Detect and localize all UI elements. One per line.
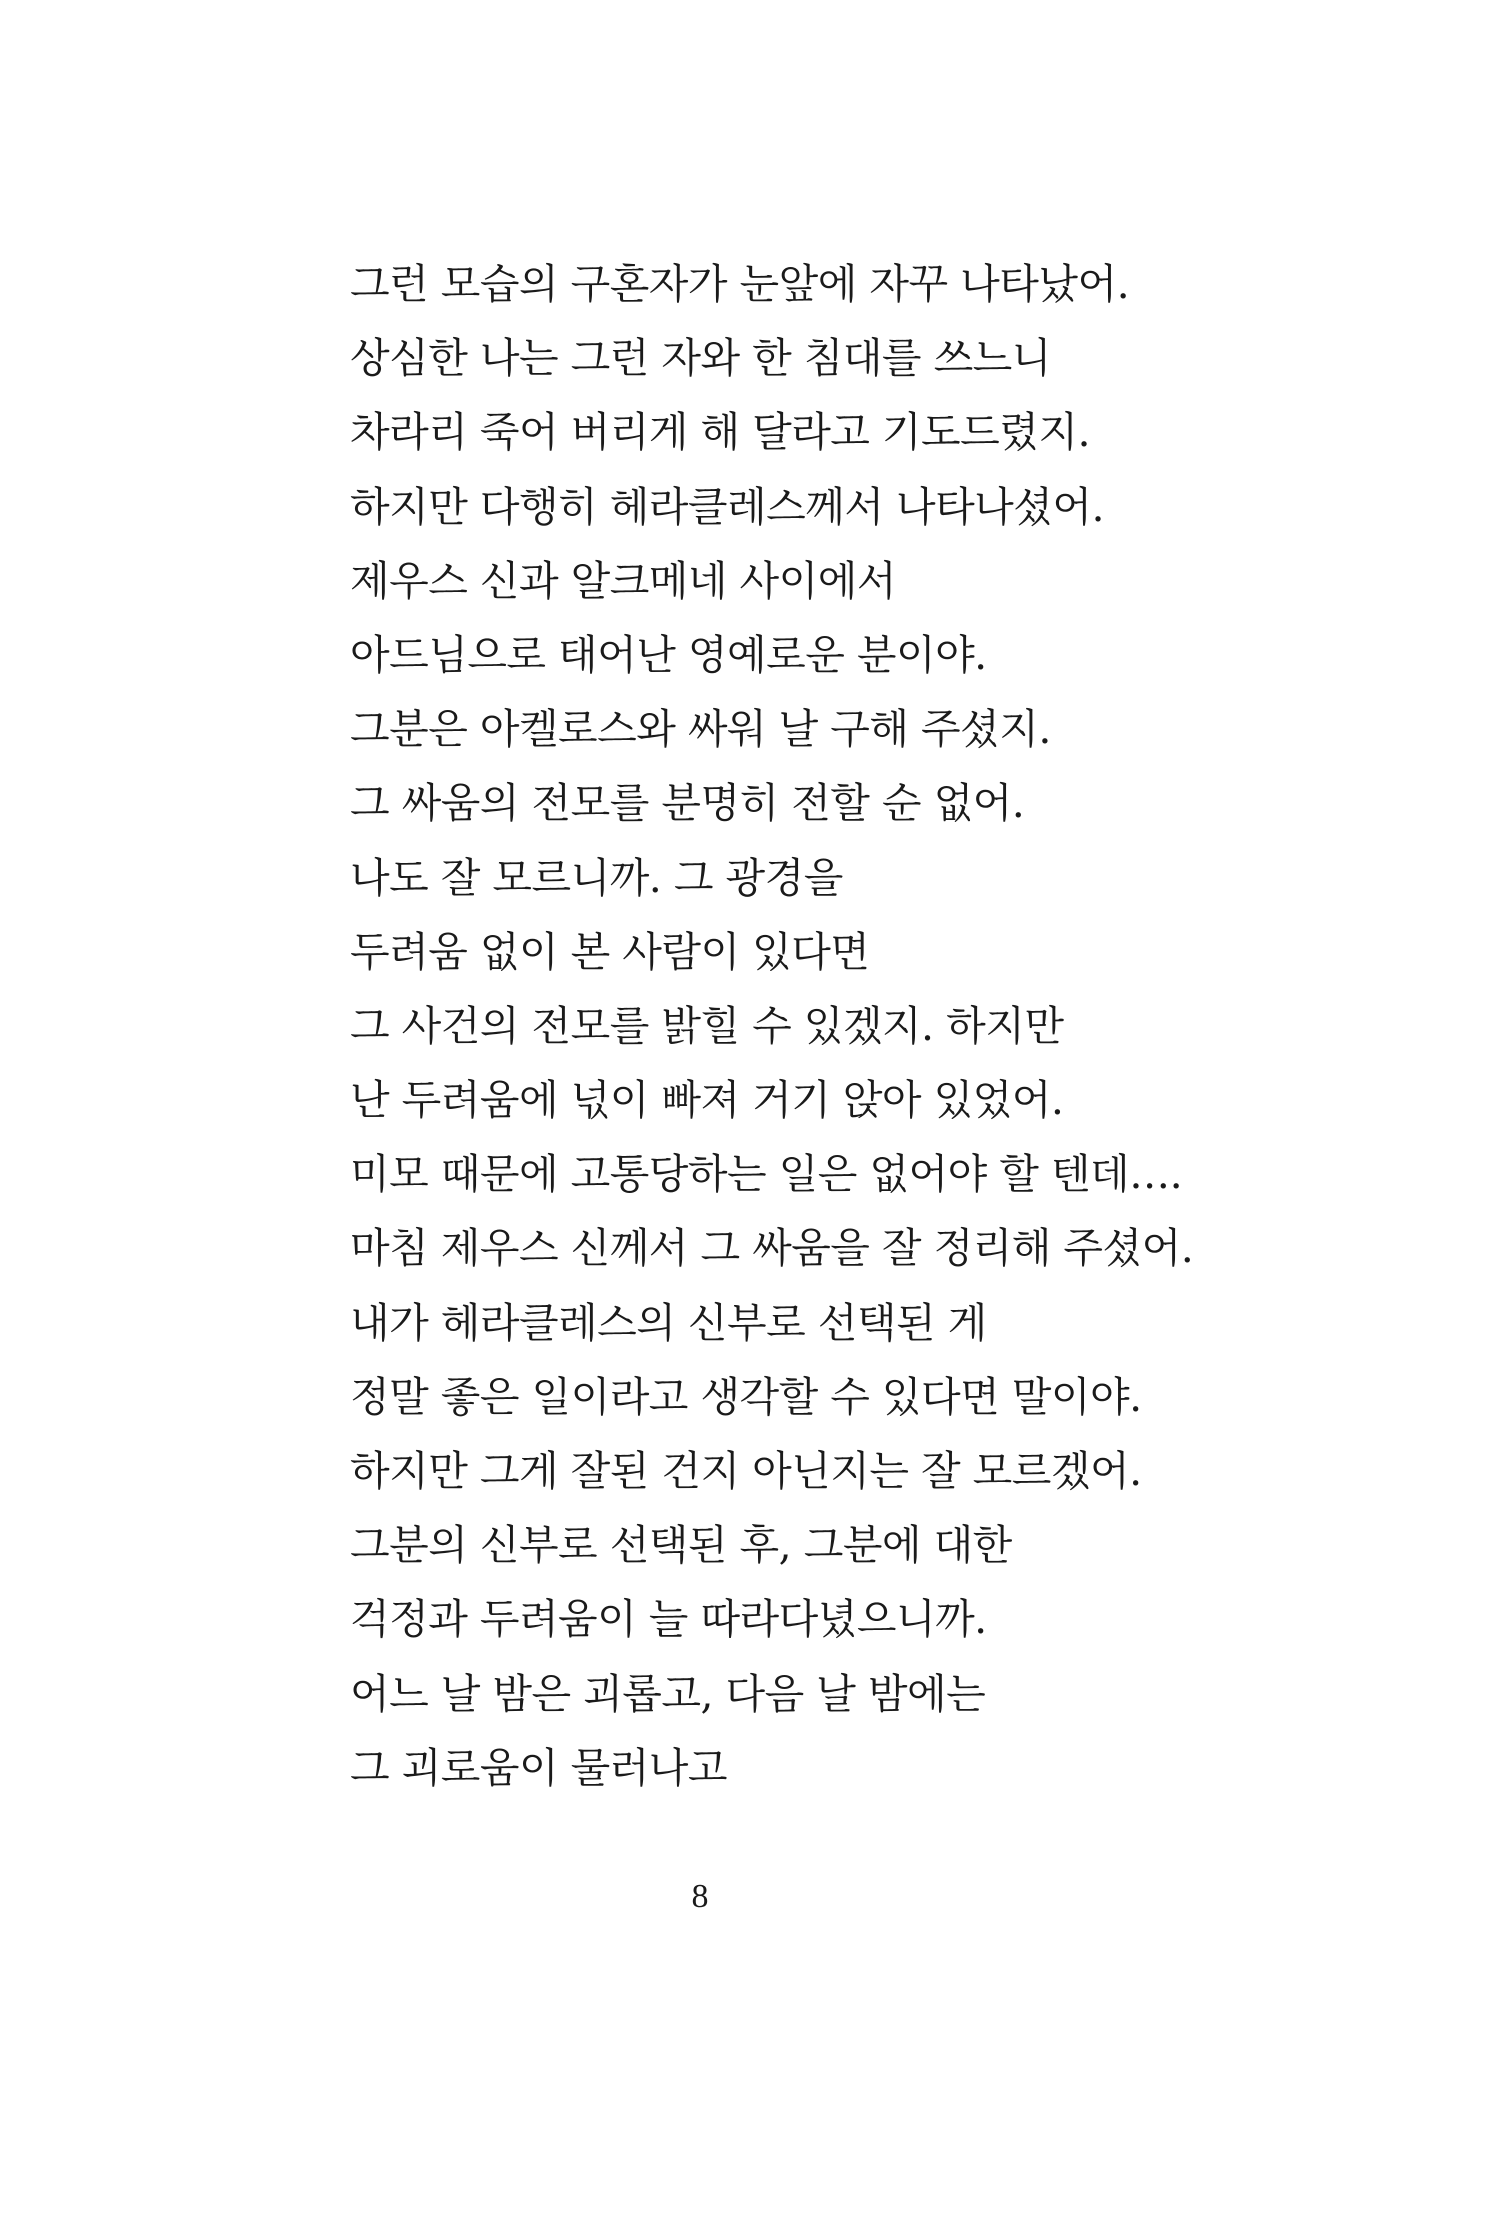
text-line: 걱정과 두려움이 늘 따라다녔으니까. [350, 1595, 987, 1644]
text-line: 마침 제우스 신께서 그 싸움을 잘 정리해 주셨어. [350, 1224, 1194, 1273]
body-text [350, 247, 1370, 1805]
text-line: 두려움 없이 본 사람이 있다면 [350, 927, 870, 976]
text-line: 차라리 죽어 버리게 해 달라고 기도드렸지. [350, 408, 1090, 457]
text-line: 제우스 신과 알크메네 사이에서 [350, 556, 896, 605]
text-line: 그분의 신부로 선택된 후, 그분에 대한 [350, 1521, 1012, 1570]
text-line: 난 두려움에 넋이 빠져 거기 앉아 있었어. [350, 1076, 1064, 1125]
text-line: 아드님으로 태어난 영예로운 분이야. [350, 630, 987, 679]
text-line: 내가 헤라클레스의 신부로 선택된 게 [350, 1298, 987, 1347]
text-line: 그분은 아켈로스와 싸워 날 구해 주셨지. [350, 705, 1051, 754]
text-line: 정말 좋은 일이라고 생각할 수 있다면 말이야. [350, 1372, 1142, 1421]
text-line: 어느 날 밤은 괴롭고, 다음 날 밤에는 [350, 1669, 986, 1718]
text-line: 하지만 그게 잘된 건지 아닌지는 잘 모르겠어. [350, 1447, 1142, 1495]
text-line: 그 싸움의 전모를 분명히 전할 순 없어. [350, 779, 1025, 828]
text-line: 그 괴로움이 물러나고 [350, 1743, 728, 1792]
text-line: 미모 때문에 고통당하는 일은 없어야 할 텐데…. [350, 1150, 1183, 1199]
text-line: 하지만 다행히 헤라클레스께서 나타나셨어. [350, 482, 1105, 531]
text-line: 그 사건의 전모를 밝힐 수 있겠지. 하지만 [350, 1001, 1064, 1050]
text-line: 상심한 나는 그런 자와 한 침대를 쓰느니 [350, 334, 1051, 383]
text-line: 나도 잘 모르니까. 그 광경을 [350, 853, 843, 902]
text-line: 그런 모습의 구혼자가 눈앞에 자꾸 나타났어. [350, 260, 1130, 308]
page-number: 8 [691, 1878, 709, 1915]
